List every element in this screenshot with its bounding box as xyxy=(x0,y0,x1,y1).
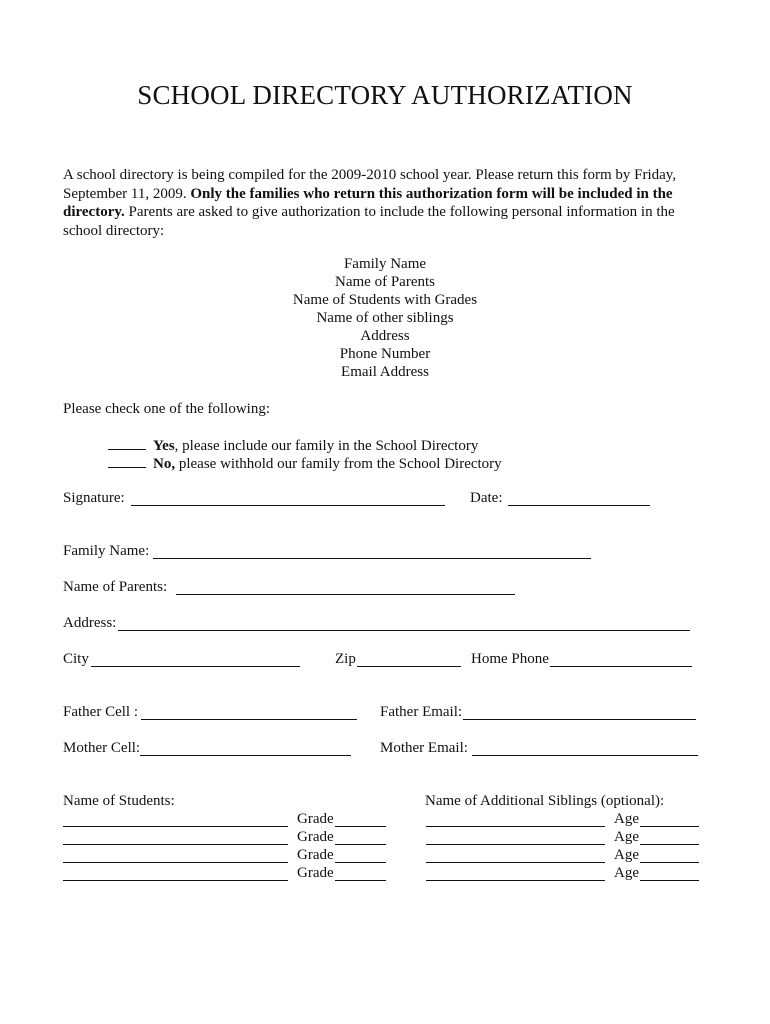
siblings-header: Name of Additional Siblings (optional): xyxy=(425,793,665,809)
father-cell-label: Father Cell : xyxy=(63,704,138,720)
intro-text-2: Parents are asked to give authorization to include the following personal information in the school directory: xyxy=(63,204,675,239)
zip-line[interactable] xyxy=(357,666,461,667)
no-label: please withhold our family from the School Directory xyxy=(175,456,502,472)
age-label: Age xyxy=(614,847,639,863)
student-name-line[interactable] xyxy=(63,844,288,845)
student-name-line[interactable] xyxy=(63,826,288,827)
age-label: Age xyxy=(614,829,639,845)
yes-label-bold: Yes xyxy=(153,438,175,454)
grade-line[interactable] xyxy=(335,880,386,881)
yes-checkbox-line[interactable] xyxy=(108,436,146,450)
father-cell-line[interactable] xyxy=(141,719,357,720)
parents-line[interactable] xyxy=(176,594,515,595)
age-line[interactable] xyxy=(640,880,699,881)
age-label: Age xyxy=(614,811,639,827)
intro-text-1: A school directory is being compiled for the 2009-2010 school year. Please return this form by Friday, September 11, 2009. xyxy=(63,167,677,202)
zip-label: Zip xyxy=(335,651,356,667)
city-label: City xyxy=(63,651,89,667)
grade-label: Grade xyxy=(297,811,334,827)
student-name-line[interactable] xyxy=(63,880,288,881)
no-label-bold: No, xyxy=(153,456,176,472)
mother-cell-label: Mother Cell: xyxy=(63,740,141,756)
students-header: Name of Students: xyxy=(63,793,175,809)
sibling-name-line[interactable] xyxy=(426,862,605,863)
check-prompt: Please check one of the following: xyxy=(63,401,271,417)
intro-paragraph xyxy=(63,166,703,240)
date-line[interactable] xyxy=(508,505,650,506)
info-item-list xyxy=(0,255,770,381)
sibling-name-line[interactable] xyxy=(426,826,605,827)
option-yes xyxy=(108,436,478,455)
option-no xyxy=(108,454,502,473)
date-label: Date: xyxy=(470,490,503,506)
info-item: Name of Parents xyxy=(335,274,435,290)
age-line[interactable] xyxy=(640,826,699,827)
grade-line[interactable] xyxy=(335,862,386,863)
age-line[interactable] xyxy=(640,862,699,863)
age-line[interactable] xyxy=(640,844,699,845)
mother-cell-line[interactable] xyxy=(140,755,351,756)
sibling-name-line[interactable] xyxy=(426,844,605,845)
grade-line[interactable] xyxy=(335,826,386,827)
page-title: SCHOOL DIRECTORY AUTHORIZATION xyxy=(137,80,633,110)
sibling-name-line[interactable] xyxy=(426,880,605,881)
grade-label: Grade xyxy=(297,847,334,863)
grade-label: Grade xyxy=(297,865,334,881)
mother-email-line[interactable] xyxy=(472,755,698,756)
address-label: Address: xyxy=(63,615,117,631)
parents-label: Name of Parents: xyxy=(63,579,168,595)
signature-label: Signature: xyxy=(63,490,125,506)
city-line[interactable] xyxy=(91,666,300,667)
grade-label: Grade xyxy=(297,829,334,845)
intro-bold-text: Only the families who return this authorization form will be included in the directory. xyxy=(63,185,673,220)
info-item: Name of Students with Grades xyxy=(292,292,478,308)
info-item: Family Name xyxy=(343,256,427,272)
father-email-line[interactable] xyxy=(463,719,696,720)
signature-line[interactable] xyxy=(131,505,445,506)
no-checkbox-line[interactable] xyxy=(108,454,146,468)
info-item: Email Address xyxy=(341,364,429,380)
family-name-label: Family Name: xyxy=(63,543,150,559)
home-phone-line[interactable] xyxy=(550,666,692,667)
info-item: Address xyxy=(360,328,410,344)
info-item: Name of other siblings xyxy=(316,310,454,326)
address-line[interactable] xyxy=(118,630,690,631)
father-email-label: Father Email: xyxy=(380,704,463,720)
info-item: Phone Number xyxy=(339,346,431,362)
home-phone-label: Home Phone xyxy=(471,651,549,667)
yes-label: , please include our family in the School Directory xyxy=(174,438,479,454)
student-name-line[interactable] xyxy=(63,862,288,863)
mother-email-label: Mother Email: xyxy=(380,740,468,756)
family-name-line[interactable] xyxy=(153,558,591,559)
grade-line[interactable] xyxy=(335,844,386,845)
age-label: Age xyxy=(614,865,639,881)
